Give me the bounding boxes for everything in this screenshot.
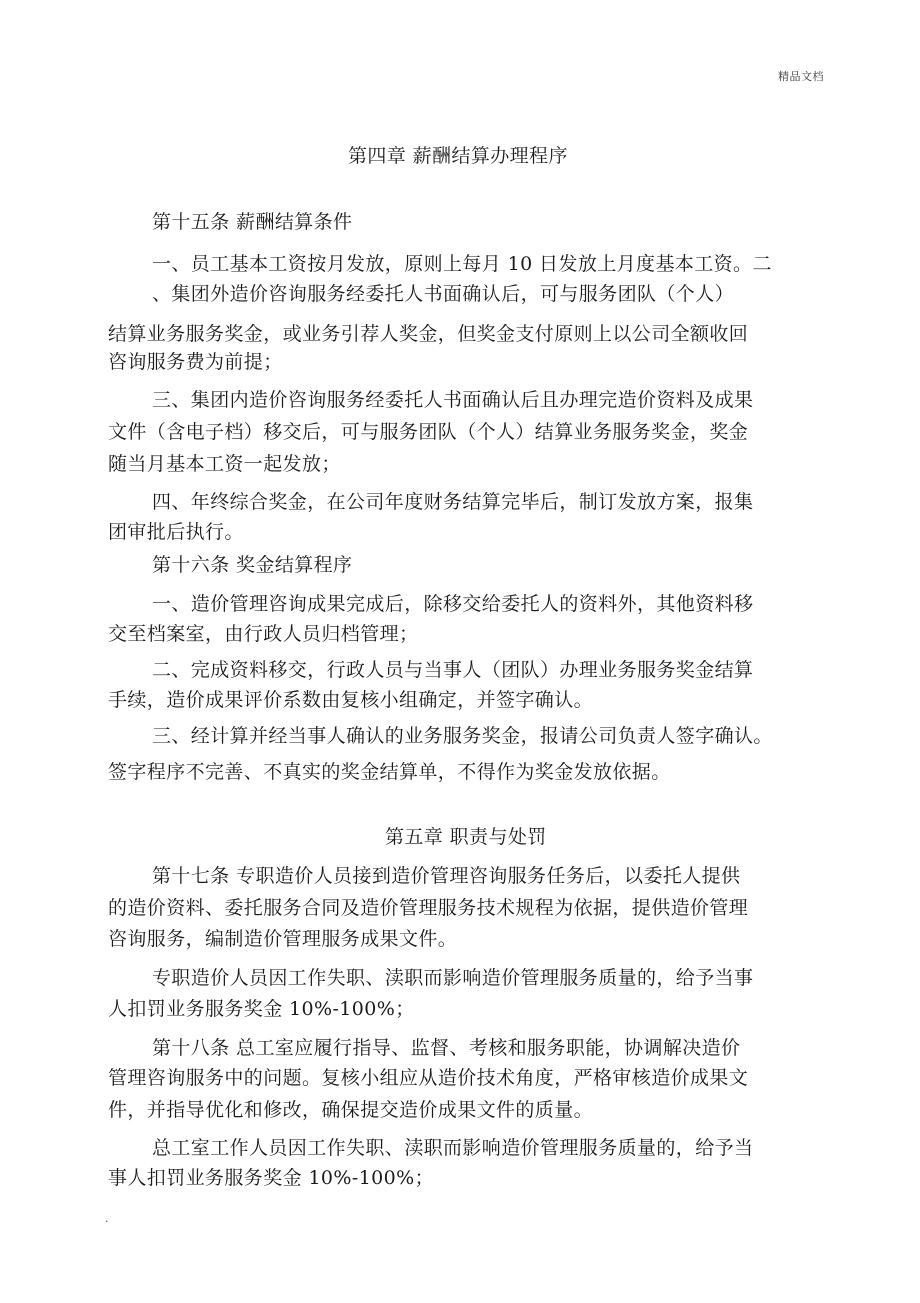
paragraph-line: 团审批后执行。 — [108, 521, 244, 543]
paragraph-line: 第十七条 专职造价人员接到造价管理咨询服务任务后，以委托人提供 — [152, 865, 741, 887]
paragraph-line: 的造价资料、委托服务合同及造价管理服务技术规程为依据，提供造价管理 — [108, 897, 749, 919]
footer-mark: . — [105, 1212, 109, 1225]
chapter-5-title: 第五章 职责与处罚 — [385, 826, 547, 848]
paragraph-line: 人扣罚业务服务奖金 10%-100%； — [108, 998, 415, 1020]
paragraph-line: 交至档案室，由行政人员归档管理； — [108, 623, 419, 645]
paragraph-line: 、集团外造价咨询服务经委托人书面确认后，可与服务团队（个人） — [152, 283, 735, 305]
paragraph-line: 总工室工作人员因工作失职、渎职而影响造价管理服务质量的，给予当 — [152, 1137, 754, 1159]
paragraph-line: 手续，造价成果评价系数由复核小组确定，并签字确认。 — [108, 689, 594, 711]
paragraph-line: 事人扣罚业务服务奖金 10%-100%； — [108, 1167, 435, 1189]
paragraph-line: 签字程序不完善、不真实的奖金结算单，不得作为奖金发放依据。 — [108, 761, 671, 783]
paragraph-line: 件，并指导优化和修改，确保提交造价成果文件的质量。 — [108, 1099, 594, 1121]
paragraph-line: 二、完成资料移交，行政人员与当事人（团队）办理业务服务奖金结算 — [152, 659, 754, 681]
paragraph-line: 一、造价管理咨询成果完成后，除移交给委托人的资料外，其他资料移 — [152, 593, 754, 615]
chapter-4-title: 第四章 薪酬结算办理程序 — [348, 145, 568, 167]
paragraph-line: 三、集团内造价咨询服务经委托人书面确认后且办理完造价资料及成果 — [152, 389, 754, 411]
paragraph-line: 第十八条 总工室应履行指导、监督、考核和服务职能，协调解决造价 — [152, 1037, 741, 1059]
paragraph-line: 咨询服务费为前提； — [108, 351, 283, 373]
paragraph-line: 专职造价人员因工作失职、渎职而影响造价管理服务质量的，给予当事 — [152, 967, 754, 989]
paragraph-line: 一、员工基本工资按月发放，原则上每月 10 日发放上月度基本工资。二 — [152, 253, 772, 275]
article-16-title: 第十六条 奖金结算程序 — [152, 554, 353, 576]
paragraph-line: 咨询服务，编制造价管理服务成果文件。 — [108, 928, 458, 950]
paragraph-line: 结算业务服务奖金，或业务引荐人奖金，但奖金支付原则上以公司全额收回 — [108, 323, 749, 345]
header-tag: 精品文档 — [778, 70, 824, 83]
paragraph-line: 四、年终综合奖金，在公司年度财务结算完毕后，制订发放方案，报集 — [152, 491, 754, 513]
paragraph-line: 管理咨询服务中的问题。复核小组应从造价技术角度，严格审核造价成果文 — [108, 1067, 749, 1089]
article-15-title: 第十五条 薪酬结算条件 — [152, 211, 353, 233]
paragraph-line: 三、经计算并经当事人确认的业务服务奖金，报请公司负责人签字确认。 — [152, 725, 773, 747]
paragraph-line: 文件（含电子档）移交后，可与服务团队（个人）结算业务服务奖金，奖金 — [108, 421, 749, 443]
paragraph-line: 随当月基本工资一起发放； — [108, 453, 341, 475]
